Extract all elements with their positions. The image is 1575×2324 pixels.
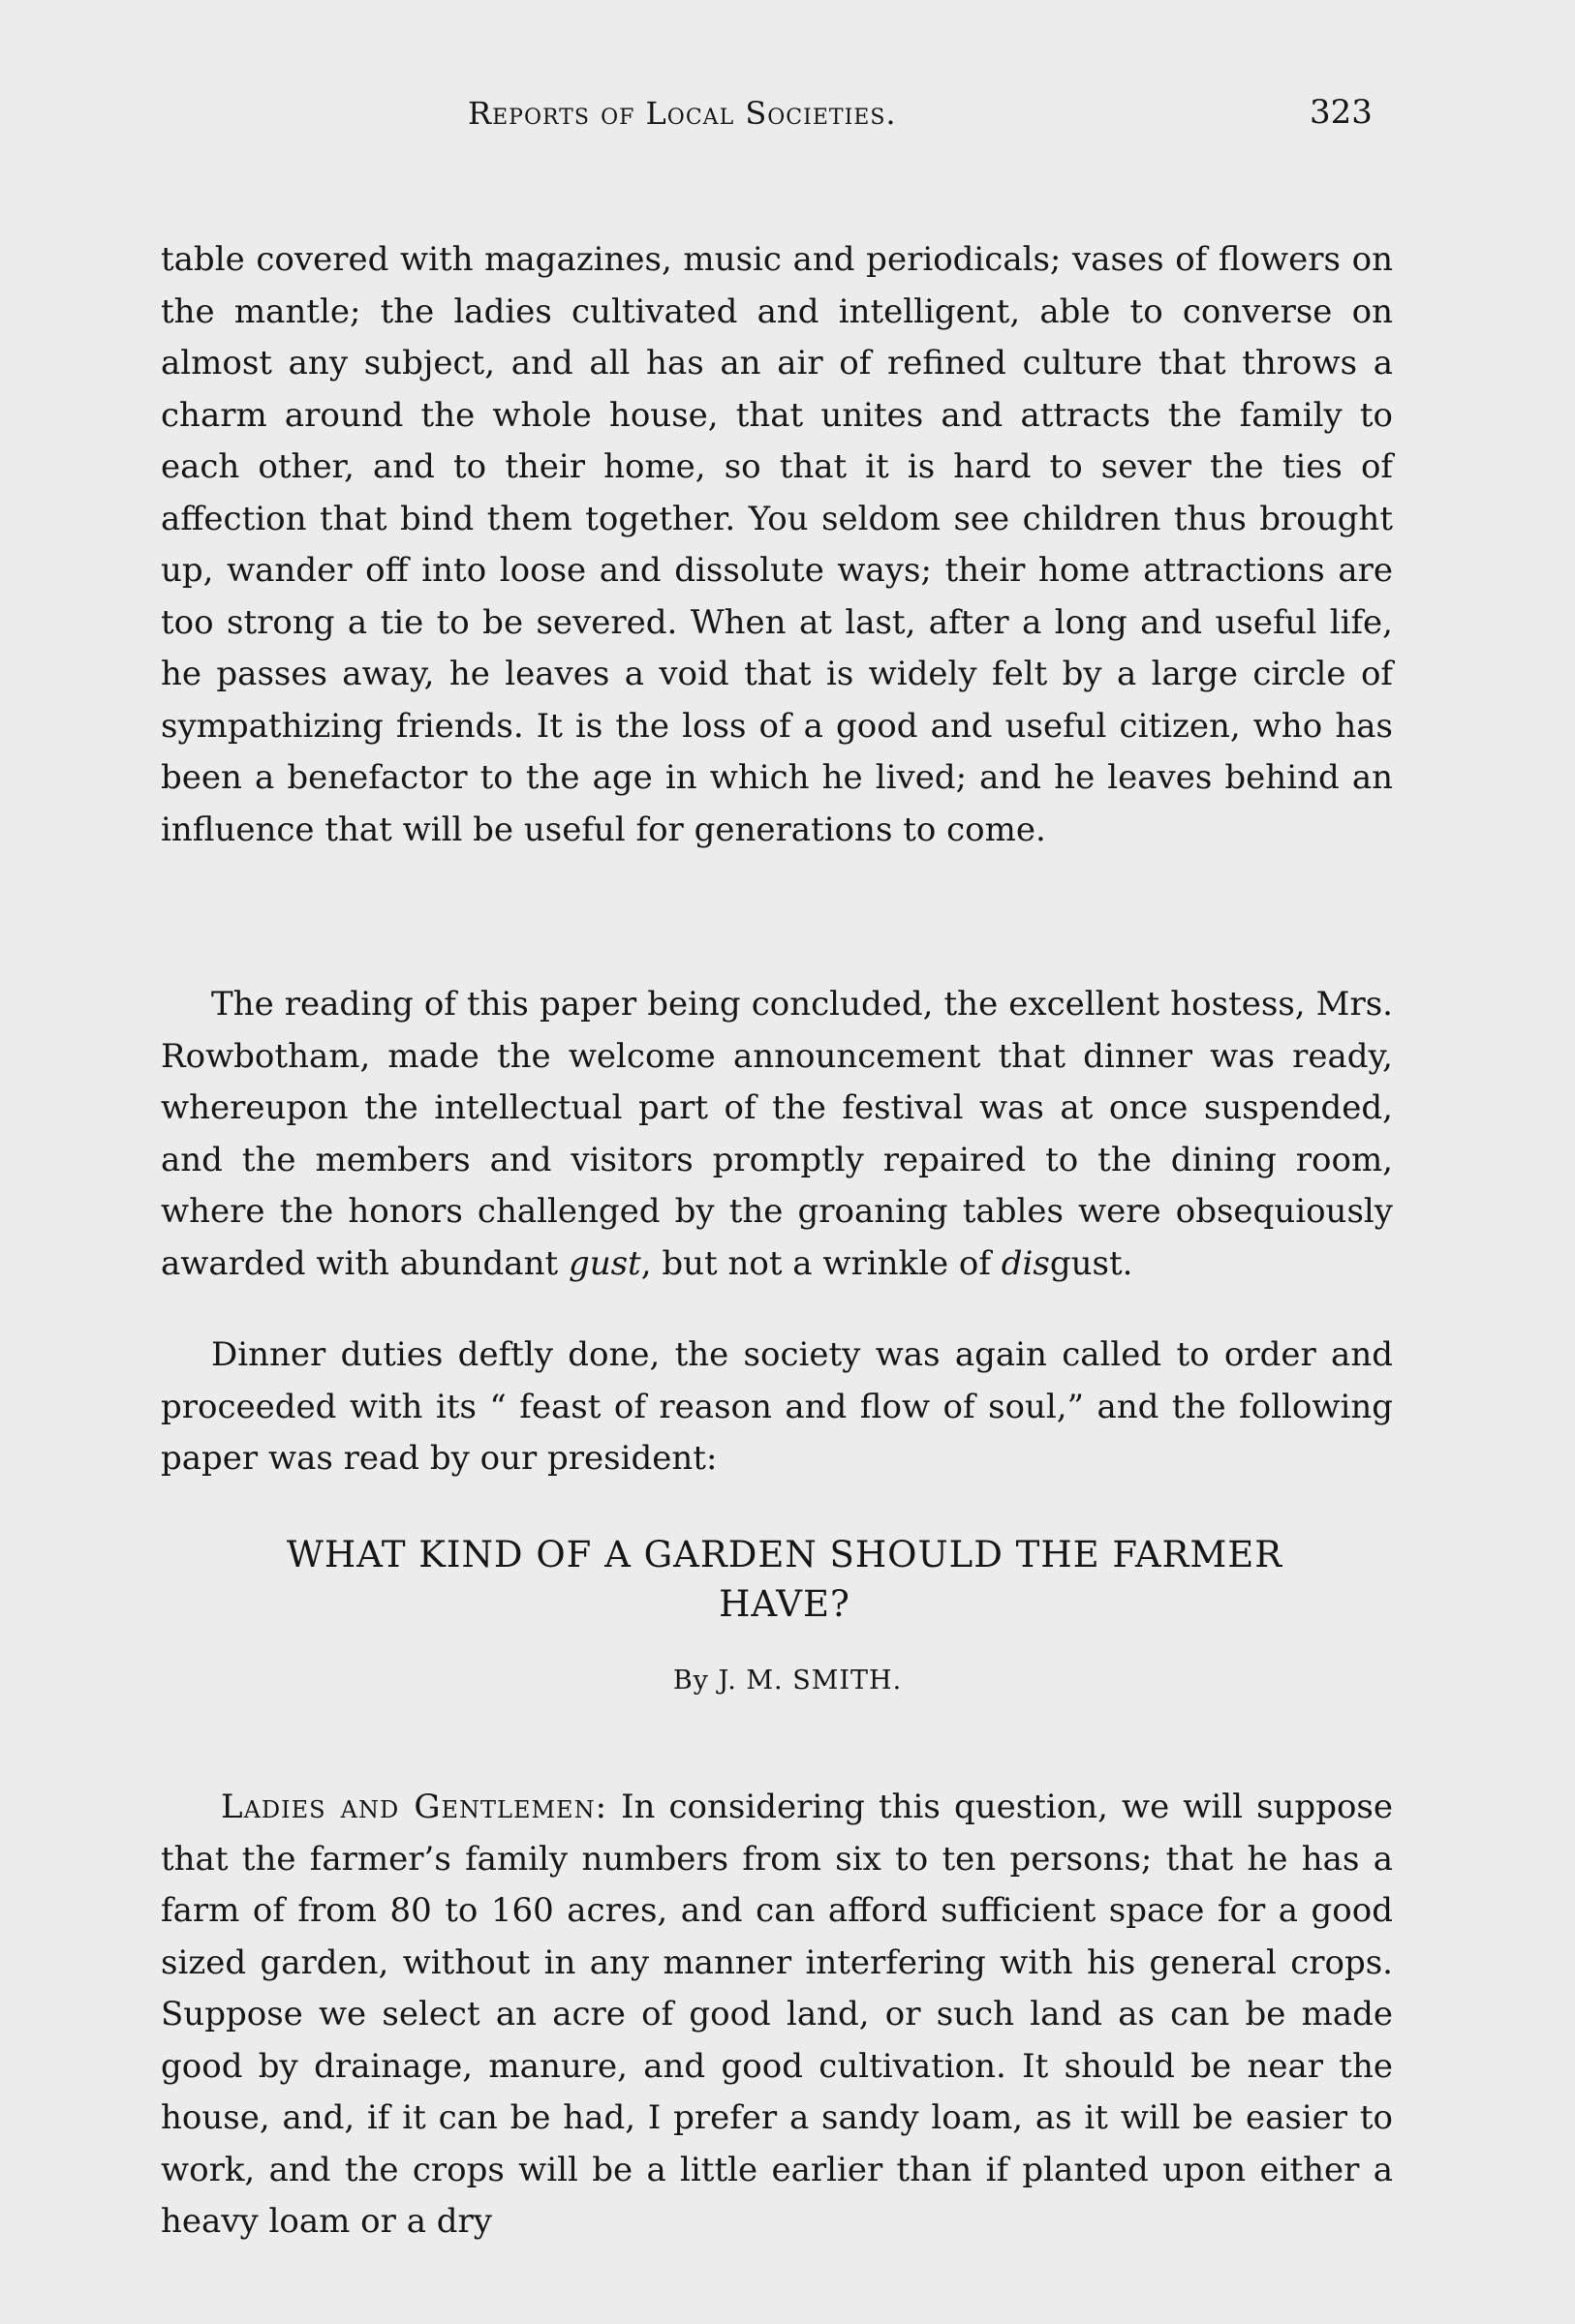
article-opening-paragraph (161, 1782, 1393, 2248)
article-title-line-1: WHAT KIND OF A GARDEN SHOULD THE FARMER (286, 1534, 1283, 1575)
salutation: Ladies and Gentlemen: (221, 1788, 608, 1826)
byline: By J. M. SMITH. (672, 1666, 903, 1696)
page-number: 323 (1310, 93, 1373, 132)
paragraph-text: The reading of this paper being concluded, the excellent hostess, Mrs. Rowbotham, made the welcome announcement that dinner was ready, whereupon the intellectual part of the festival was at once suspended, and the members and visitors promptly repaired to the dining room, where the honors challenged by the groaning tables were obsequiously awarded with abundant (161, 985, 1393, 1283)
paragraph-text: , but not a wrinkle of (640, 1243, 1002, 1283)
italic-dis: dis (1001, 1243, 1050, 1283)
running-head (0, 95, 1575, 143)
continued-paragraph: table covered with magazines, music and periodicals; vases of flowers on the mantle; the ladies cultivated and intelligent, able to converse on almost any subject, and all has an air of refined culture that throws a charm around the whole house, that unites and attracts the family to each other, and to their home, so that it is hard to sever the ties of affection that bind them together. You seldom see children thus brought up, wander off into loose and dissolute ways; their home attractions are too strong a tie to be severed. When at last, after a long and useful life, he passes away, he leaves a void that is widely felt by a large circle of sympathizing friends. It is the loss of a good and useful citizen, who has been a benefactor to the age in which he lived; and he leaves behind an influence that will be useful for generations to come. (161, 240, 1393, 849)
paragraph-text: In considering this question, we will suppose that the farmer’s family numbers from six to ten persons; that he has a farm of from 80 to 160 acres, and can afford sufficient space for a good sized garden, without in any manner interfering with his general crops. Suppose we select an acre of good land, or such land as can be made good by drainage, manure, and good cultivation. It should be near the house, and, if it can be had, I prefer a sandy loam, as it will be easier to work, and the crops will be a little earlier than if planted upon either a heavy loam or a dry (161, 1788, 1394, 2241)
article-title (174, 1530, 1395, 1629)
paragraph-text: gust. (1049, 1243, 1133, 1283)
italic-gust: gust (568, 1243, 641, 1283)
dinner-announcement-paragraph (161, 979, 1393, 1290)
running-title: Reports of Local Societies. (468, 95, 897, 132)
article-title-line-2: HAVE? (719, 1583, 850, 1625)
feast-paragraph: Dinner duties deftly done, the society was again called to order and proceeded with its “ feast of reason and flow of soul,” and the following paper was read by our president: (161, 1335, 1393, 1478)
